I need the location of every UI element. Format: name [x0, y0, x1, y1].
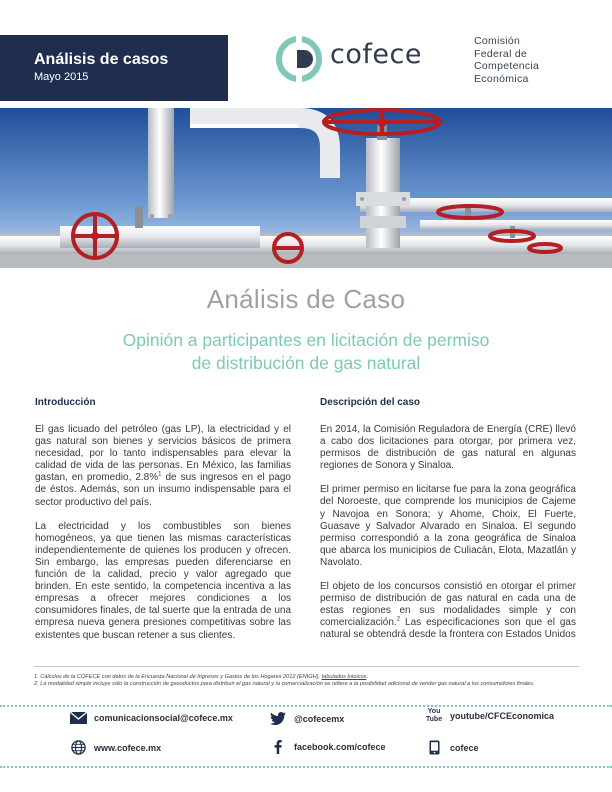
agency-line: Competencia [474, 60, 540, 72]
introduction-heading: Introducción [35, 397, 96, 408]
pipeline-illustration [0, 108, 612, 268]
text-run: El gas licuado del petróleo (gas LP), la electricidad y el gas natural son bienes y servicios básicos de primera necesidad, por lo tanto indispensables para elevar la calidad de vida de las personas. En México, las familias gastan, en promedio, 2.8% [35, 424, 291, 484]
text-run: de sus ingresos en el pago de éstos. Además, son un insumo indispensable para el sector productivo del país. [35, 472, 291, 508]
text-run: Las especificaciones son que el gas natural se obtendrá desde la frontera con Estados Unidos [320, 617, 576, 641]
agency-name [474, 35, 539, 85]
case-description-heading: Descripción del caso [320, 397, 421, 408]
footnote-2: 2. La modalidad simple incluye sólo la construcción de gasoductos para distribuir el gas natural y la comercialización se refiere a la posibilidad adicional de vender gas natural a los consumidores finales. [34, 681, 535, 688]
cofece-logo-icon [276, 36, 322, 82]
envelope-icon [68, 712, 88, 724]
email-address[interactable]: comunicacionsocial@cofece.mx [94, 713, 233, 723]
youtube-channel[interactable]: youtube/CFCEconomica [450, 711, 555, 721]
introduction-paragraph: La electricidad y los combustibles son bienes homogéneos, ya que tienen las mismas características independientemente de quienes los producen y ofrecen. Sin embargo, las empresas pueden diferenciarse en función de la calidad, precio y valor agregado que brinden. En este sentido, la competencia incentiva a las empresas a ofrecer mejores condiciones a los consumidores finales, de tal suerte que la entrada de una empresa nueva genera presiones competitivas sobre las existentes que buscan retener a sus clientes. [35, 520, 291, 641]
facebook-contact[interactable] [268, 740, 386, 754]
hero-image [0, 108, 612, 268]
tabulados-link[interactable]: tabulados básicos [321, 674, 367, 680]
agency-line: Económica [474, 72, 529, 85]
facebook-icon [268, 740, 288, 754]
youtube-icon-text: You [427, 708, 441, 715]
publication-date: Mayo 2015 [34, 71, 89, 83]
youtube-icon [424, 708, 444, 724]
introduction-paragraph [35, 424, 291, 509]
case-paragraph: En 2014, la Comisión Reguladora de Energía (CRE) llevó a cabo dos licitaciones para otorgar, por primera vez, permisos de distribución de gas natural en algunas regiones de Sonora y Sinaloa. [320, 424, 576, 472]
footnote-text: . [366, 674, 368, 680]
other-handle[interactable]: cofece [450, 742, 479, 753]
footnotes [34, 674, 584, 689]
twitter-bird-icon [268, 712, 288, 725]
footnote-1 [34, 674, 584, 681]
youtube-icon-text: Tube [425, 716, 443, 723]
header-band [0, 35, 228, 101]
footnote-text: 1. Cálculos de la COFECE con datos de la Encuesta Nacional de Ingresos y Gastos de los Hogares 2012 (ENIGH), [34, 674, 322, 680]
introduction-column [35, 396, 291, 654]
phone-icon [424, 740, 444, 755]
email-contact[interactable] [68, 712, 233, 724]
series-title: Análisis de casos [34, 51, 169, 68]
contacts-bar [0, 708, 612, 760]
text-run: El objeto de los concursos consistió en otorgar el primer permiso de distribución de gas natural en cada una de estas regiones en sus modalidades simple y con comercialización. [320, 581, 576, 629]
page-subtitle [90, 329, 522, 375]
youtube-contact[interactable] [424, 708, 554, 724]
twitter-handle[interactable]: @cofecemx [294, 713, 345, 724]
case-paragraph: El primer permiso en licitarse fue para la zona geográfica del Noroeste, que comprende los municipios de Cajeme y Navojoa en Sonora; y Ahome, Choix, El Fuerte, Guasave y Salvador Alvarado en Sinaloa. El segundo permiso correspondió a la zona geográfica de Sinaloa que abarca los municipios de Culiacán, Elota, Mazatlán y Navolato. [320, 484, 576, 568]
case-paragraph [320, 581, 576, 641]
agency-line: Federal de [474, 47, 528, 60]
globe-icon [68, 740, 88, 755]
other-contact[interactable] [424, 740, 479, 755]
footnote-ref[interactable]: 1 [158, 472, 162, 479]
footnote-ref[interactable]: 2 [396, 616, 401, 623]
facebook-page[interactable]: facebook.com/cofece [294, 742, 386, 752]
footnote-divider [34, 666, 579, 667]
contacts-top-divider [0, 705, 612, 707]
contacts-bottom-divider [0, 766, 612, 768]
twitter-contact[interactable] [268, 712, 344, 725]
agency-line: Comisión [474, 35, 521, 47]
subtitle-line: Opinión a participantes en licitación de permiso [122, 330, 490, 350]
case-description-column [320, 396, 576, 654]
website-url[interactable]: www.cofece.mx [94, 742, 162, 753]
website-contact[interactable] [68, 740, 161, 755]
logo-wordmark: cofece [330, 39, 422, 70]
page-title: Análisis de Caso [206, 284, 406, 314]
subtitle-line: de distribución de gas natural [191, 353, 421, 373]
